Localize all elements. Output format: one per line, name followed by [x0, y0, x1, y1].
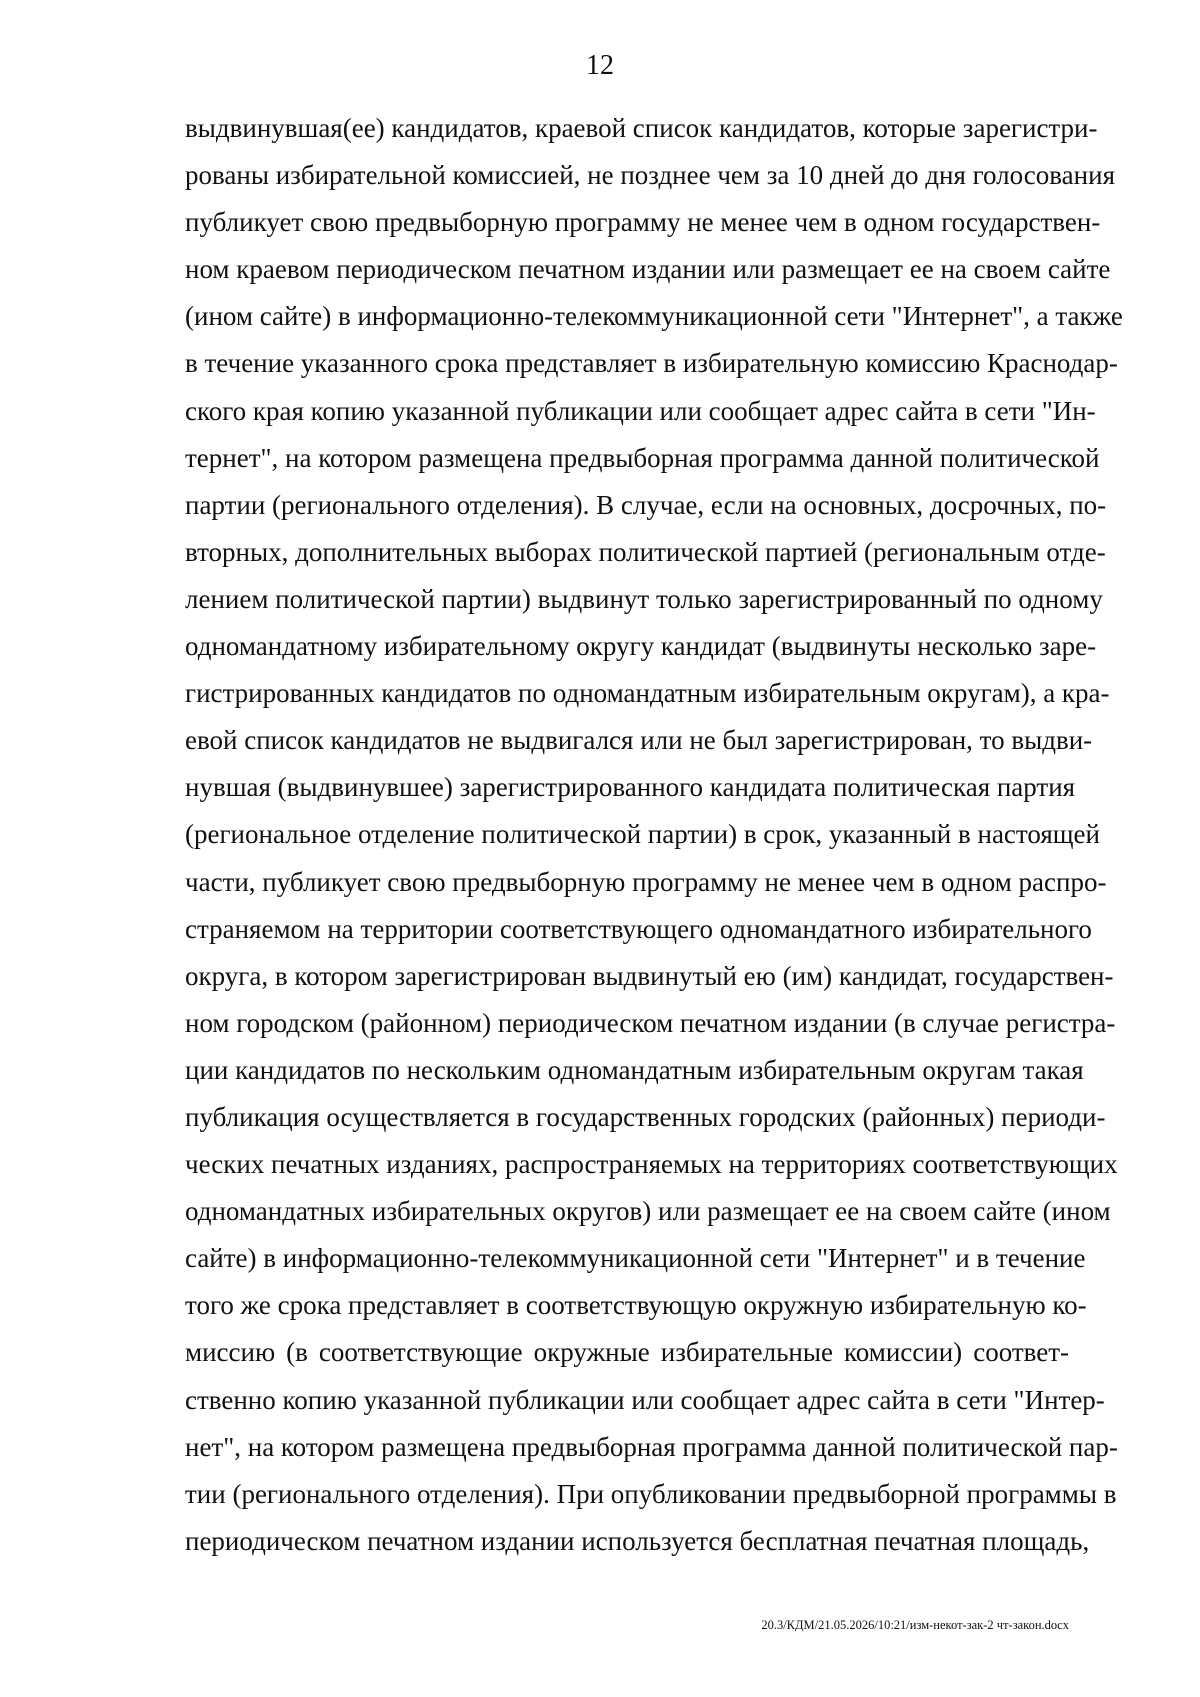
text-line: того же срока представляет в соответствующую окружную избирательную ко-	[185, 1290, 1087, 1321]
text-line: евой список кандидатов не выдвигался или не был зарегистрирован, то выдви-	[185, 725, 1093, 756]
text-line: нет", на котором размещена предвыборная программа данной политической пар-	[185, 1431, 1118, 1462]
text-line: рованы избирательной комиссией, не позднее чем за 10 дней до дня голосования	[185, 160, 1115, 191]
text-line: ственно копию указанной публикации или сообщает адрес сайта в сети "Интер-	[185, 1384, 1105, 1415]
text-line: (ином сайте) в информационно-телекоммуникационной сети "Интернет", а также	[185, 301, 1123, 332]
text-line: выдвинувшая(ее) кандидатов, краевой список кандидатов, которые зарегистри-	[185, 113, 1098, 143]
text-line: партии (регионального отделения). В случае, если на основных, досрочных, по-	[185, 489, 1107, 520]
text-line: (региональное отделение политической партии) в срок, указанный в настоящей	[185, 819, 1100, 850]
text-line: в течение указанного срока представляет в избирательную комиссию Краснодар-	[185, 348, 1118, 379]
text-line: одномандатных избирательных округов) или размещает ее на своем сайте (ином	[185, 1196, 1111, 1227]
text-line: вторных, дополнительных выборах политической партией (региональным отде-	[185, 536, 1106, 567]
text-line: части, публикует свою предвыборную программу не менее чем в одном распро-	[185, 866, 1107, 897]
footer-file-path: 20.3/КДМ/21.05.2026/10:21/изм-некот-зак-2 чт-закон.docx	[761, 1618, 1069, 1632]
text-line: ского края копию указанной публикации или сообщает адрес сайта в сети "Ин-	[185, 395, 1096, 426]
text-line: сайте) в информационно-телекоммуникационной сети "Интернет" и в течение	[185, 1243, 1086, 1274]
text-line: гистрированных кандидатов по одномандатным избирательным округам), а кра-	[185, 678, 1110, 709]
text-line: ном городском (районном) периодическом печатном издании (в случае регистра-	[185, 1007, 1116, 1038]
text-line: публикует свою предвыборную программу не менее чем в одном государствен-	[185, 207, 1101, 238]
text-line: тернет", на котором размещена предвыборная программа данной политической	[185, 442, 1100, 473]
text-line: лением политической партии) выдвинут только зарегистрированный по одному	[185, 583, 1103, 614]
text-line: ном краевом периодическом печатном издании или размещает ее на своем сайте	[185, 254, 1111, 285]
text-line: страняемом на территории соответствующего одномандатного избирательного	[185, 913, 1092, 944]
text-line: миссию (в соответствующие окружные избирательные комиссии) соответ-	[185, 1337, 1069, 1368]
page-number: 12	[586, 50, 614, 81]
text-line: нувшая (выдвинувшее) зарегистрированного кандидата политическая партия	[185, 772, 1076, 803]
text-line: публикация осуществляется в государственных городских (районных) периоди-	[185, 1101, 1106, 1132]
text-line: ческих печатных изданиях, распространяемых на территориях соответствующих	[185, 1149, 1118, 1180]
text-line: ции кандидатов по нескольким одномандатным избирательным округам такая	[185, 1054, 1084, 1085]
text-line: округа, в котором зарегистрирован выдвинутый ею (им) кандидат, государствен-	[185, 960, 1114, 991]
body-text	[185, 105, 1123, 1565]
text-line: тии (регионального отделения). При опубликовании предвыборной программы в	[185, 1478, 1117, 1509]
text-line: периодическом печатном издании используется бесплатная печатная площадь,	[185, 1525, 1090, 1556]
text-line: одномандатному избирательному округу кандидат (выдвинуты несколько заре-	[185, 631, 1097, 662]
